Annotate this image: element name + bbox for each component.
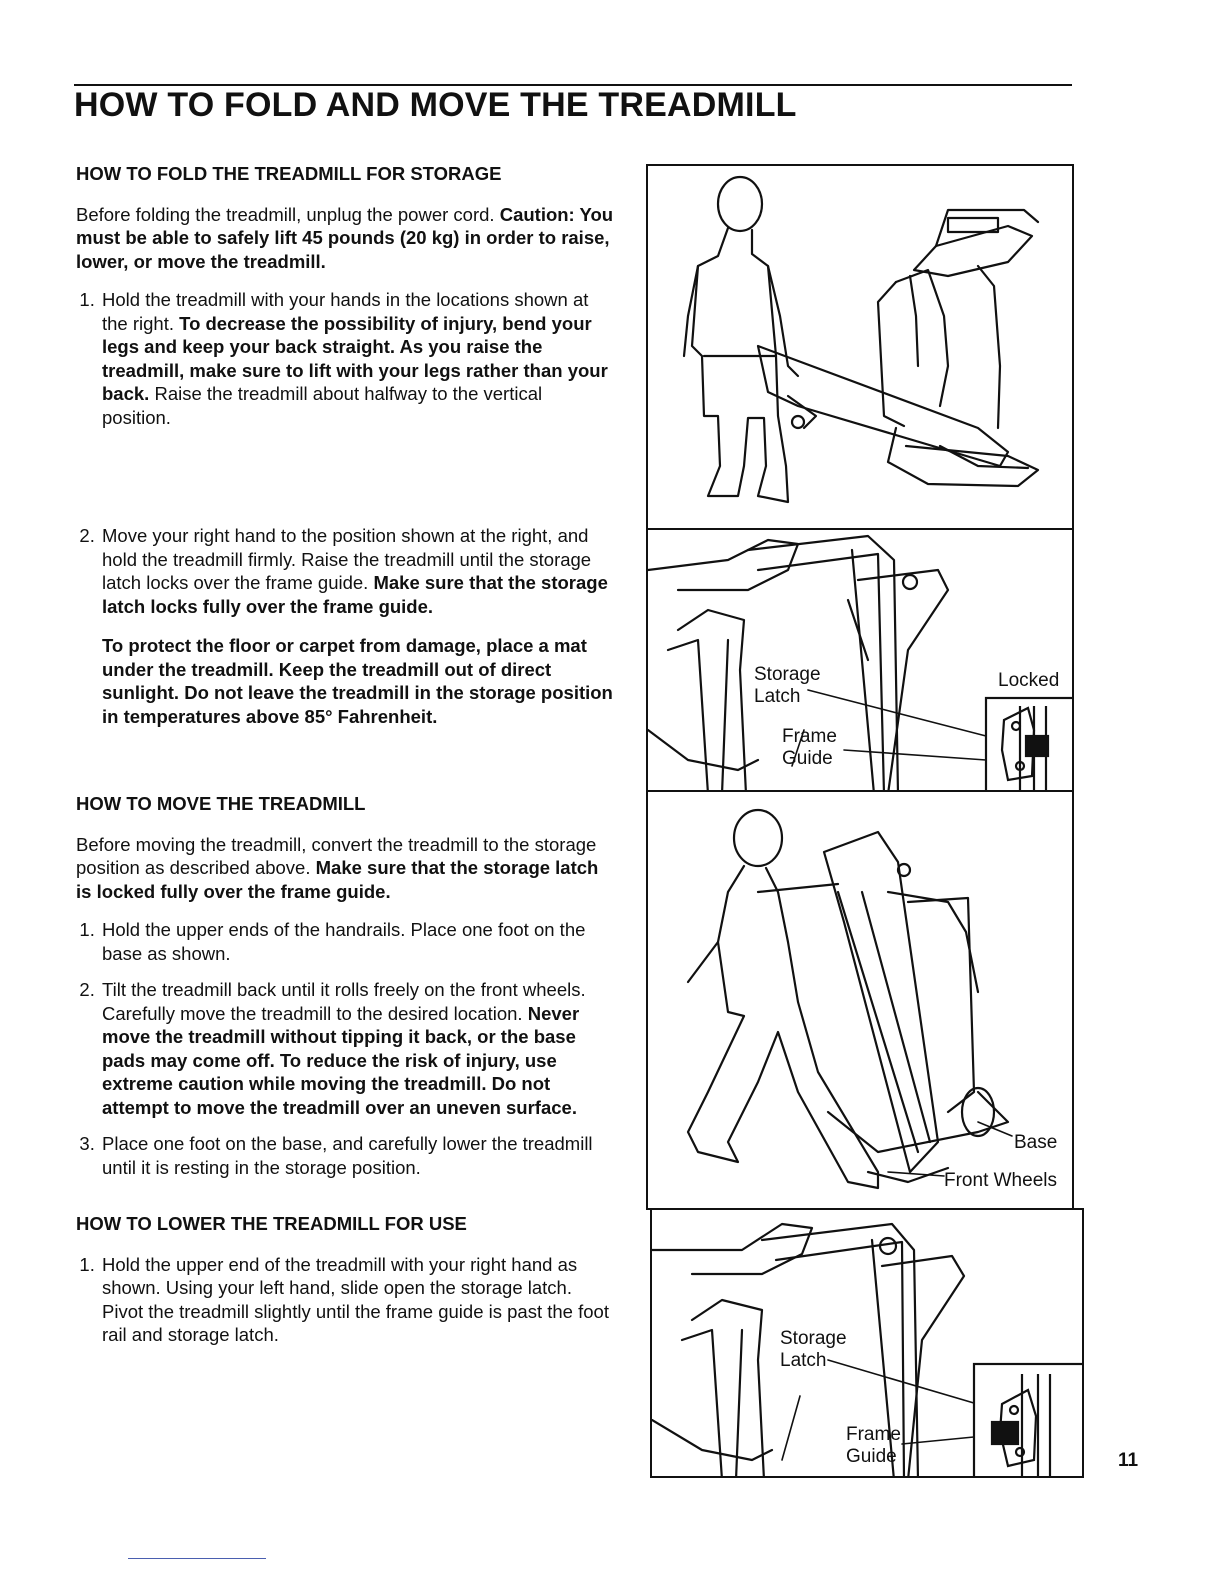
fold-step-2: 2. Move your right hand to the position shown at the right, and hold the treadmill firmly. Raise the treadmill until the storage latch locks over the frame guide. Make sure that the storage latch locks fully over the frame guide. To protect the floor or carpet from damage, place a mat under the treadmill. Keep the treadmill out of direct sunlight. Do not leave the treadmill in the storage position in temperatures above 85° Fahrenheit. — [100, 524, 616, 728]
footer-rule — [128, 1558, 266, 1559]
move-intro: Before moving the treadmill, convert the treadmill to the storage position as described above. Make sure that the storage latch is locked fully over the frame guide. — [76, 833, 599, 902]
figure-move — [646, 790, 1074, 1210]
fold-step-1: 1. Hold the treadmill with your hands in the locations shown at the right. To decrease the possibility of injury, bend your legs and keep your back straight. As you raise the treadmill, make sure to lift with your legs rather than your back. Raise the treadmill about halfway to the vertical position. — [100, 288, 616, 429]
move-steps — [76, 918, 616, 1179]
fold-steps — [76, 288, 616, 429]
page-number: 11 — [1118, 1450, 1139, 1471]
lower-step-1: 1. Hold the upper end of the treadmill with your right hand as shown. Using your left hand, slide open the storage latch. Pivot the treadmill slightly until the frame guide is past the foot rail and storage latch. — [100, 1253, 616, 1347]
lower-section — [76, 1212, 616, 1362]
fold-steps-2 — [76, 524, 616, 728]
figure-latch-lock — [646, 528, 1074, 792]
label-latch-2: Latch — [780, 1350, 827, 1371]
fold-section-2 — [76, 524, 616, 743]
label-base: Base — [1014, 1132, 1058, 1153]
move-heading: HOW TO MOVE THE TREADMILL — [76, 793, 366, 814]
page-title: HOW TO FOLD AND MOVE THE TREADMILL — [74, 86, 797, 124]
figure-latch-unlock — [650, 1208, 1084, 1478]
move-illustration — [648, 792, 1074, 1210]
fold-intro: Before folding the treadmill, unplug the power cord. Caution: You must be able to safely lift 45 pounds (20 kg) in order to raise, lower, or move the treadmill. — [76, 203, 614, 272]
move-step-1: 1. Hold the upper ends of the handrails. Place one foot on the base as shown. — [100, 918, 616, 965]
figure-lift — [646, 164, 1074, 530]
lower-steps — [76, 1253, 616, 1347]
label-frame: Frame — [782, 726, 837, 747]
label-storage: Storage — [754, 664, 821, 685]
label-latch: Latch — [754, 686, 801, 707]
move-step-3: 3. Place one foot on the base, and carefully lower the treadmill until it is resting in the storage position. — [100, 1132, 616, 1179]
label-storage-2: Storage — [780, 1328, 847, 1349]
protect-note: To protect the floor or carpet from damage, place a mat under the treadmill. Keep the treadmill out of direct sunlight. Do not leave the treadmill in the storage position in temperatures above 85° Fahrenheit. — [102, 635, 613, 727]
label-guide: Guide — [782, 748, 833, 769]
lower-heading: HOW TO LOWER THE TREADMILL FOR USE — [76, 1213, 467, 1234]
label-front-wheels: Front Wheels — [944, 1170, 1057, 1191]
move-step-2: 2. Tilt the treadmill back until it rolls freely on the front wheels. Carefully move the treadmill to the desired location. Never move the treadmill without tipping it back, or the base pads may come off. To reduce the risk of injury, use extreme caution while moving the treadmill. Do not attempt to move the treadmill over an uneven surface. — [100, 978, 616, 1119]
label-frame-2: Frame — [846, 1424, 901, 1445]
latch-lock-illustration — [648, 530, 1074, 792]
fold-heading: HOW TO FOLD THE TREADMILL FOR STORAGE — [76, 163, 502, 184]
label-guide-2: Guide — [846, 1446, 897, 1467]
fold-section — [76, 162, 616, 444]
label-locked: Locked — [998, 670, 1060, 691]
lift-illustration — [648, 166, 1074, 530]
move-section — [76, 792, 616, 1194]
